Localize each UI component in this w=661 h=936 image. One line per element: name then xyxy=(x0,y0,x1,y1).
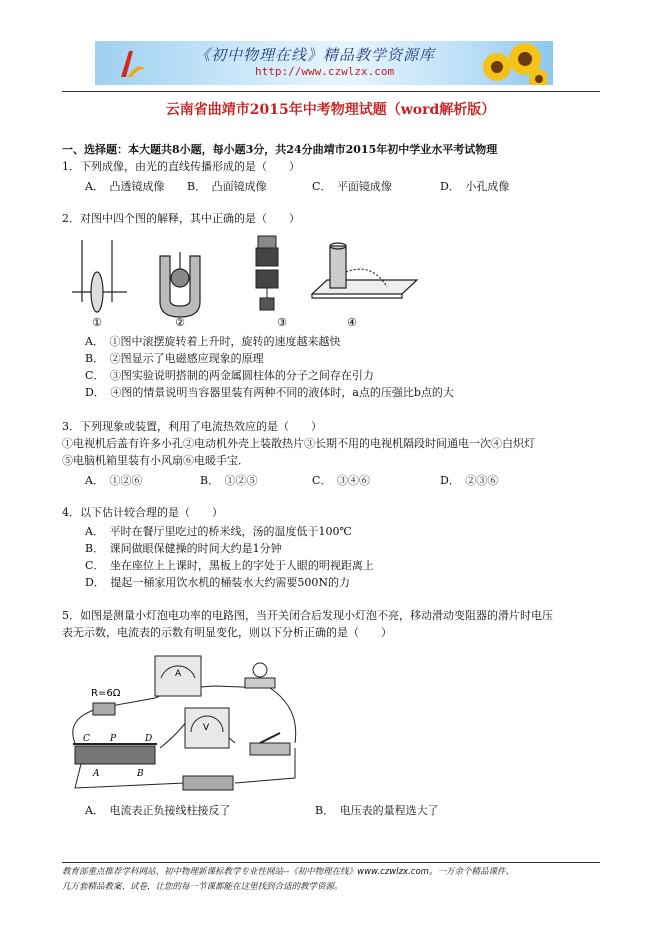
q2-option-c[interactable]: C． ③图实验说明搭制的两金属圆柱体的分子之间存在引力 xyxy=(85,369,374,382)
q5-stem: 5．如图是测量小灯泡电功率的电路图，当开关闭合后发现小灯泡不亮，移动滑动变阻器的滑片时电压 xyxy=(62,609,553,622)
q5-stem-line2: 表无示数，电流表的示数有明显变化，则以下分析正确的是（ ） xyxy=(62,626,392,639)
switch-figure xyxy=(250,733,290,755)
q3-option-c[interactable]: C． ③④⑥ xyxy=(312,474,370,487)
svg-text:V: V xyxy=(203,723,210,733)
page-title: 云南省曲靖市2015年中考物理试题（word解析版） xyxy=(165,102,496,118)
q1-option-c[interactable]: C． 平面镜成像 xyxy=(312,180,392,193)
q5-option-b[interactable]: B． 电压表的量程选大了 xyxy=(315,804,439,817)
footer xyxy=(62,865,514,895)
battery-figure xyxy=(183,776,233,790)
banner-slogan: 《初中物理在线》精品教学资源库 xyxy=(195,46,436,64)
q3-stem: 3．下列现象或装置，利用了电流热效应的是（ ） xyxy=(62,420,322,433)
q4-option-c[interactable]: C． 坐在座位上上课时，黑板上的字处于人眼的明视距离上 xyxy=(85,559,374,572)
banner-url[interactable]: http://www.czwlzx.com xyxy=(255,65,395,78)
q4-option-b[interactable]: B． 课间做眼保健操的时间大约是1分钟 xyxy=(85,542,282,555)
q3-items-line2: ⑤电脑机箱里装有小风扇⑥电暖手宝． xyxy=(62,454,249,467)
footer-line-2: 几万套精品教案、试卷，让您的每一节课都能在这里找到合适的教学资源。 xyxy=(62,882,343,892)
sunflower-icon xyxy=(477,41,547,85)
lead-cylinders-figure xyxy=(256,236,278,310)
rheostat-figure xyxy=(73,734,157,779)
voltmeter-figure xyxy=(185,708,229,748)
maxwell-wheel-figure xyxy=(72,240,127,312)
header-banner xyxy=(95,41,553,85)
magnet-figure xyxy=(160,252,200,317)
footer-line-1: 教育部重点推荐学科网站、初中物理新课标教学专业性网站--《初中物理在线》www.czwlzx.com。一万余个精品课件、 xyxy=(62,867,514,877)
q3-option-b[interactable]: B． ①②⑤ xyxy=(200,474,258,487)
fig-label-1: ① xyxy=(92,316,102,329)
q2-figure xyxy=(72,232,422,330)
q2-option-d[interactable]: D． ④图的情景说明当容器里装有两种不同的液体时，a点的压强比b点的大 xyxy=(85,386,454,399)
q1-option-d[interactable]: D． 小孔成像 xyxy=(440,180,510,193)
svg-text:P: P xyxy=(110,734,117,744)
q1-option-a[interactable]: A． 凸透镜成像 xyxy=(85,180,165,193)
q2-stem: 2．对图中四个图的解释，其中正确的是（ ） xyxy=(62,212,300,225)
q4-option-d[interactable]: D． 提起一桶家用饮水机的桶装水大约需要500N的力 xyxy=(85,576,350,589)
q2-option-a[interactable]: A． ①图中滚摆旋转着上升时，旋转的速度越来越快 xyxy=(85,335,341,348)
bulb-figure xyxy=(245,663,275,688)
q1-stem: 1．下列成像，由光的直线传播形成的是（ ） xyxy=(62,160,300,173)
logo-icon xyxy=(117,47,147,81)
section-heading: 一、选择题：本大题共8小题，每小题3分，共24分曲靖市2015年初中学业水平考试物理 xyxy=(62,143,498,156)
svg-text:R=6Ω: R=6Ω xyxy=(91,688,121,699)
q3-items-line1: ①电视机后盖有许多小孔②电动机外壳上装散热片③长期不用的电视机隔段时间通电一次④白炽灯 xyxy=(62,437,535,450)
fig-label-3: ③ xyxy=(277,316,287,329)
header-rule xyxy=(62,91,600,92)
q3-option-d[interactable]: D． ②③⑥ xyxy=(440,474,499,487)
svg-text:A: A xyxy=(175,669,182,679)
q4-stem: 4．以下估计较合理的是（ ） xyxy=(62,506,223,519)
q1-option-b[interactable]: B． 凸面镜成像 xyxy=(187,180,267,193)
resistor-figure xyxy=(91,688,121,715)
svg-text:C: C xyxy=(83,734,90,744)
svg-text:B: B xyxy=(137,769,144,779)
q5-option-a[interactable]: A． 电流表正负接线柱接反了 xyxy=(85,804,231,817)
fig-label-2: ② xyxy=(175,316,185,329)
svg-text:D: D xyxy=(145,734,153,744)
q2-option-b[interactable]: B． ②图显示了电磁感应现象的原理 xyxy=(85,352,264,365)
q5-circuit-figure xyxy=(65,648,305,793)
footer-rule xyxy=(62,862,600,863)
q3-option-a[interactable]: A． ①②⑥ xyxy=(85,474,143,487)
liquid-container-figure xyxy=(312,243,417,298)
ammeter-figure xyxy=(155,656,201,696)
svg-text:A: A xyxy=(93,769,100,779)
fig-label-4: ④ xyxy=(347,316,357,329)
q4-option-a[interactable]: A． 平时在餐厅里吃过的桥米线，汤的温度低于100℃ xyxy=(85,525,352,538)
